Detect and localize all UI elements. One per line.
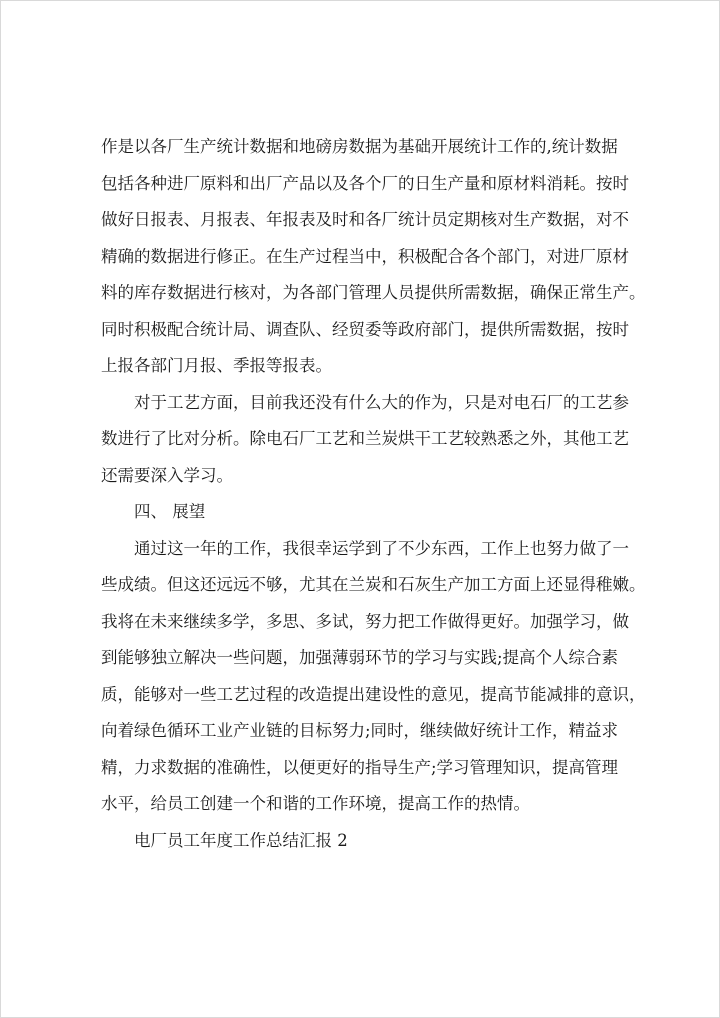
text-line: 包括各种进厂原料和出厂产品以及各个厂的日生产量和原材料消耗。按时 bbox=[101, 173, 629, 193]
text-line: 同时积极配合统计局、调查队、经贸委等政府部门，提供所需数据，按时 bbox=[101, 319, 629, 339]
text-line: 些成绩。但这还远远不够，尤其在兰炭和石灰生产加工方面上还显得稚嫩。 bbox=[101, 575, 646, 594]
text-line: 到能够独立解决一些问题，加强薄弱环节的学习与实践;提高个人综合素 bbox=[101, 648, 619, 667]
text-line: 水平，给员工创建一个和谐的工作环境，提高工作的热情。 bbox=[101, 794, 530, 813]
text-line: 数进行了比对分析。除电石厂工艺和兰炭烘干工艺较熟悉之外，其他工艺 bbox=[101, 429, 629, 448]
document-body bbox=[101, 129, 646, 859]
text-line: 精，力求数据的准确性，以便更好的指导生产;学习管理知识，提高管理 bbox=[101, 757, 619, 777]
text-line: 料的库存数据进行核对，为各部门管理人员提供所需数据，确保正常生产。 bbox=[101, 283, 646, 302]
text-line: 还需要深入学习。 bbox=[101, 465, 233, 485]
document-title-line: 电厂员工年度工作总结汇报 2 bbox=[134, 830, 348, 850]
text-line: 作是以各厂生产统计数据和地磅房数据为基础开展统计工作的,统计数据 bbox=[101, 137, 618, 156]
paragraph-start-line: 对于工艺方面，目前我还没有什么大的作为，只是对电石厂的工艺参 bbox=[134, 392, 629, 412]
section-heading: 四、 展望 bbox=[134, 502, 206, 521]
text-line: 精确的数据进行修正。在生产过程当中，积极配合各个部门，对进厂原材 bbox=[101, 246, 629, 266]
text-line: 做好日报表、月报表、年报表及时和各厂统计员定期核对生产数据，对不 bbox=[101, 210, 629, 229]
text-line: 质，能够对一些工艺过程的改造提出建设性的意见，提高节能减排的意识， bbox=[101, 684, 646, 704]
text-line: 我将在未来继续多学，多思、多试，努力把工作做得更好。加强学习，做 bbox=[101, 611, 629, 631]
text-line: 向着绿色循环工业产业链的目标努力;同时，继续做好统计工作，精益求 bbox=[101, 721, 619, 740]
text-line: 上报各部门月报、季报等报表。 bbox=[101, 356, 332, 375]
paragraph-start-line: 通过这一年的工作，我很幸运学到了不少东西，工作上也努力做了一 bbox=[134, 538, 629, 558]
